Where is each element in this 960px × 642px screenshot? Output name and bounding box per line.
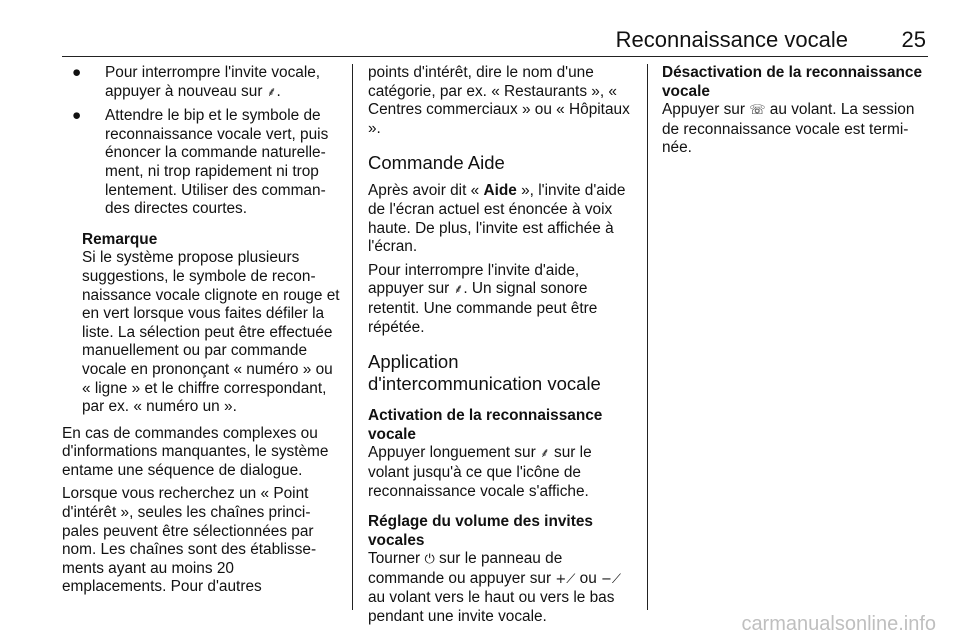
subsection-heading: Activation de la reconnaissance vocale [368,407,603,443]
column-3 [662,64,930,158]
paragraph: Pour interrompre l'invite d'aide, appuyer sur ⸙. Un signal sonore retentit. Une commande peut être répétée. [368,261,598,336]
note-title: Remarque [82,230,158,248]
paragraph: points d'intérêt, dire le nom d'une catégorie, par ex. « Restaurants », « Centres commerciaux » ou « Hôpitaux ». [368,64,630,137]
list-item [62,107,342,219]
bullet-icon: ● [72,64,82,81]
paragraph: Après avoir dit « Aide », l'invite d'aide de l'écran actuel est énoncée à voix haute. De plus, l'invite est affichée à l'écran. [368,182,626,256]
voice-icon: ⸙ [453,282,464,298]
paragraph: Appuyer sur ☏ au volant. La session de reconnaissance vocale est terminée. [662,101,915,157]
column-divider-2 [647,64,648,610]
column-divider-1 [352,64,353,610]
paragraph: Appuyer longuement sur ⸙ sur le volant jusqu'à ce que l'icône de reconnaissance vocale s'affiche. [368,444,592,500]
list-item-text-end: . [276,82,281,100]
list-item-text: Attendre le bip et le symbole de reconnaissance vocale vert, puis énoncer la commande naturellement, ni trop rapidement ni trop lentement. Utiliser des commandes directes courtes. [105,107,329,218]
column-1 [62,64,342,597]
note-box [62,231,342,417]
keyword: Aide [483,182,517,200]
hang-up-icon: ☏ [749,103,766,119]
paragraph: En cas de commandes complexes ou d'informations manquantes, le système entame une séquence de dialogue. [62,424,329,479]
paragraph: Lorsque vous recherchez un « Point d'intérêt », seules les chaînes principales peuvent être sélectionnées par nom. Les chaînes sont des établissements ayant au moins 20 emplacements. Pour d'autres [62,485,317,596]
volume-up-icon: +⟋ [555,571,576,587]
volume-down-icon: −⟋ [601,571,622,587]
bullet-icon: ● [72,107,82,125]
subsection-heading: Désactivation de la reconnaissance vocale [662,64,923,100]
voice-icon: ⸙ [539,446,550,462]
list-item-text: Pour interrompre l'invite vocale, appuyer à nouveau sur [105,64,321,100]
watermark: carmanualsonline.info [741,613,936,635]
section-heading: Commande Aide [368,152,505,174]
list-item [62,64,342,102]
page-title: Reconnaissance vocale [615,27,848,52]
header-divider [62,56,928,57]
power-icon: ⏻ [424,552,435,568]
voice-icon: ⸙ [266,84,277,100]
column-2 [368,64,636,627]
section-heading: Application d'intercommunication vocale [368,351,601,395]
page-number: 25 [901,27,926,52]
paragraph: Tourner ⏻ sur le panneau de commande ou appuyer sur +⟋ ou −⟋ au volant vers le haut ou vers le bas pendant une invite vocale. [368,550,622,626]
page-header [62,26,928,54]
subsection-heading: Réglage du volume des invites vocales [368,513,593,549]
note-text: Si le système propose plusieurs suggestions, le symbole de reconnaissance vocale clignote en rouge et en vert lorsque vous faites défiler la liste. La sélection peut être effectuée manuellement ou par commande vocale en prononçant « numéro » ou « ligne » et le chiffre correspondant, par ex. « numéro un ». [82,249,340,416]
